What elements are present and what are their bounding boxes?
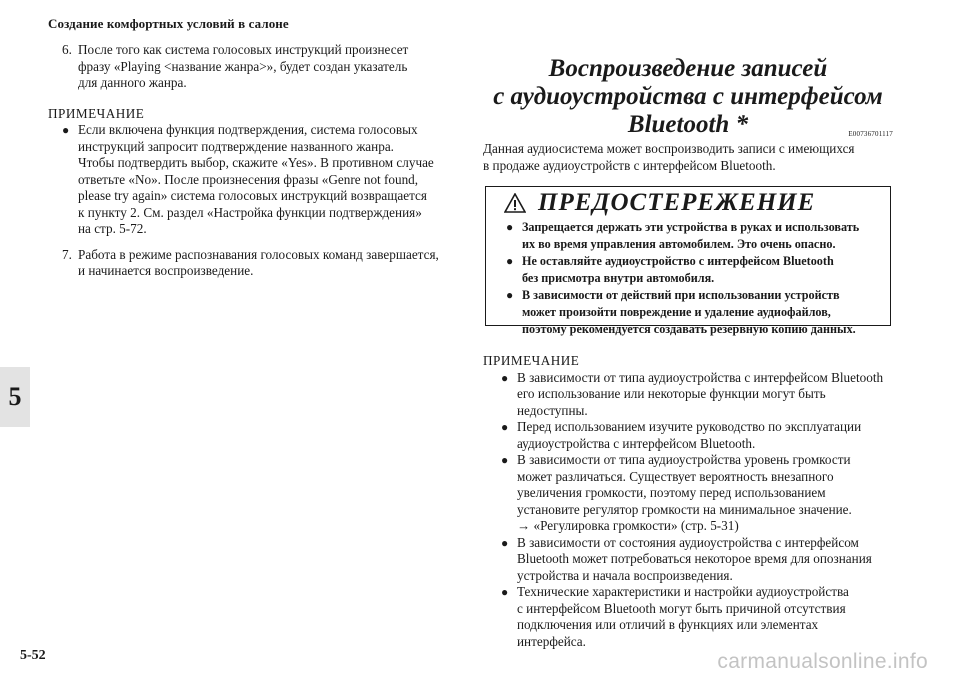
note-line: устройства и начала воспроизведения.: [517, 567, 733, 583]
note-line: на стр. 5-72.: [78, 221, 147, 236]
doc-code: E00736701117: [848, 130, 893, 138]
step-number: 6.: [62, 42, 72, 57]
note-line: инструкций запросит подтверждение названного жанра.: [78, 138, 394, 154]
warning-list: [492, 219, 886, 338]
warning-line: Запрещается держать эти устройства в руках и использовать: [522, 220, 860, 234]
warning-item: [492, 253, 886, 287]
bullet-icon: ●: [501, 535, 509, 550]
note-bullet: [48, 122, 458, 238]
title-line: Bluetooth *: [627, 111, 749, 138]
warning-item: [492, 287, 886, 338]
warning-line: поэтому рекомендуется создавать резервную копию данных.: [522, 322, 856, 336]
note-line: В зависимости от типа аудиоустройства уровень громкости: [517, 452, 851, 467]
note-line: его использование или некоторые функции могут быть: [517, 386, 826, 401]
step-line: и начинается воспроизведение.: [78, 263, 254, 278]
notes-section: [483, 353, 903, 650]
note-line: Bluetooth может потребоваться некоторое время для опознания: [517, 551, 872, 566]
step-line: После того как система голосовых инструкций произнесет: [78, 42, 409, 57]
warning-line: может произойти повреждение и удаление аудиофайлов,: [522, 305, 831, 319]
note-item: [483, 535, 903, 585]
intro-line: Данная аудиосистема может воспроизводить записи с имеющихся: [483, 141, 855, 156]
bullet-icon: ●: [501, 453, 509, 467]
note-line: Перед использованием изучите руководство по эксплуатации: [517, 419, 862, 434]
warning-item: [492, 219, 886, 253]
bullet-icon: ●: [501, 420, 509, 434]
note-line: аудиоустройства с интерфейсом Bluetooth.: [517, 435, 756, 451]
step-line: Работа в режиме распознавания голосовых команд завершается,: [78, 246, 439, 262]
note-line: please try again» система голосовых инструкций возвращается: [78, 188, 427, 203]
warning-line: В зависимости от действий при использовании устройств: [522, 288, 840, 302]
note-line: ответьте «No». После произнесения фразы «Genre not found,: [78, 171, 419, 187]
watermark: carmanualsonline.info: [717, 650, 928, 673]
bullet-icon: ●: [506, 220, 514, 234]
cross-reference-link[interactable]: → «Регулировка громкости» (стр. 5-31): [517, 518, 739, 533]
warning-triangle-icon: [504, 193, 526, 213]
intro-paragraph: [483, 141, 903, 174]
section-header: Создание комфортных условий в салоне: [48, 16, 289, 31]
note-line: В зависимости от состояния аудиоустройства с интерфейсом: [517, 534, 859, 550]
bullet-icon: ●: [506, 288, 514, 302]
step-number: 7.: [62, 246, 72, 262]
step-7: [48, 247, 458, 280]
warning-line: Не оставляйте аудиоустройство с интерфейсом Bluetooth: [522, 254, 834, 268]
title-line: с аудиоустройства с интерфейсом: [493, 83, 883, 110]
step-line: для данного жанра.: [78, 75, 187, 90]
note-line: к пункту 2. См. раздел «Настройка функции подтверждения»: [78, 204, 422, 220]
step-line: фразу «Playing <название жанра>», будет создан указатель: [78, 58, 408, 74]
chapter-tab: 5: [0, 367, 30, 427]
note-line: Если включена функция подтверждения, система голосовых: [78, 122, 418, 137]
section-title: [483, 55, 893, 139]
intro-line: в продаже аудиоустройств с интерфейсом Bluetooth.: [483, 157, 776, 173]
note-line: Технические характеристики и настройки аудиоустройства: [517, 584, 849, 599]
note-line: интерфейса.: [517, 633, 586, 649]
page-number: 5-52: [20, 648, 46, 663]
left-column: [48, 42, 458, 280]
note-line: с интерфейсом Bluetooth могут быть причиной отсутствия: [517, 600, 846, 616]
bullet-icon: ●: [62, 123, 70, 137]
note-item: [483, 419, 903, 452]
warning-title: ПРЕДОСТЕРЕЖЕНИЕ: [538, 189, 816, 216]
bullet-icon: ●: [501, 585, 509, 599]
note-line: недоступны.: [517, 402, 588, 418]
note-line: увеличения громкости, поэтому перед использованием: [517, 485, 826, 500]
note-line: может различаться. Существует вероятность внезапного: [517, 468, 834, 484]
note-item: [483, 584, 903, 650]
note-line: В зависимости от типа аудиоустройства с интерфейсом Bluetooth: [517, 369, 884, 385]
note-line: Чтобы подтвердить выбор, скажите «Yes». В противном случае: [78, 155, 434, 170]
warning-line: без присмотра внутри автомобиля.: [522, 271, 715, 285]
note-item: [483, 452, 903, 535]
warning-box: [485, 186, 891, 336]
note-line: установите регулятор громкости на минимальное значение.: [517, 501, 852, 517]
bullet-icon: ●: [506, 254, 514, 268]
bullet-icon: ●: [501, 370, 509, 385]
warning-header: [504, 189, 815, 217]
note-item: [483, 370, 903, 420]
note-line: подключения или отличий в функциях или элементах: [517, 617, 819, 632]
warning-line: их во время управления автомобилем. Это очень опасно.: [522, 237, 836, 251]
note-label: ПРИМЕЧАНИЕ: [48, 105, 145, 121]
title-line: Воспроизведение записей: [548, 55, 828, 82]
note-label: ПРИМЕЧАНИЕ: [483, 353, 580, 368]
step-6: [48, 42, 458, 92]
